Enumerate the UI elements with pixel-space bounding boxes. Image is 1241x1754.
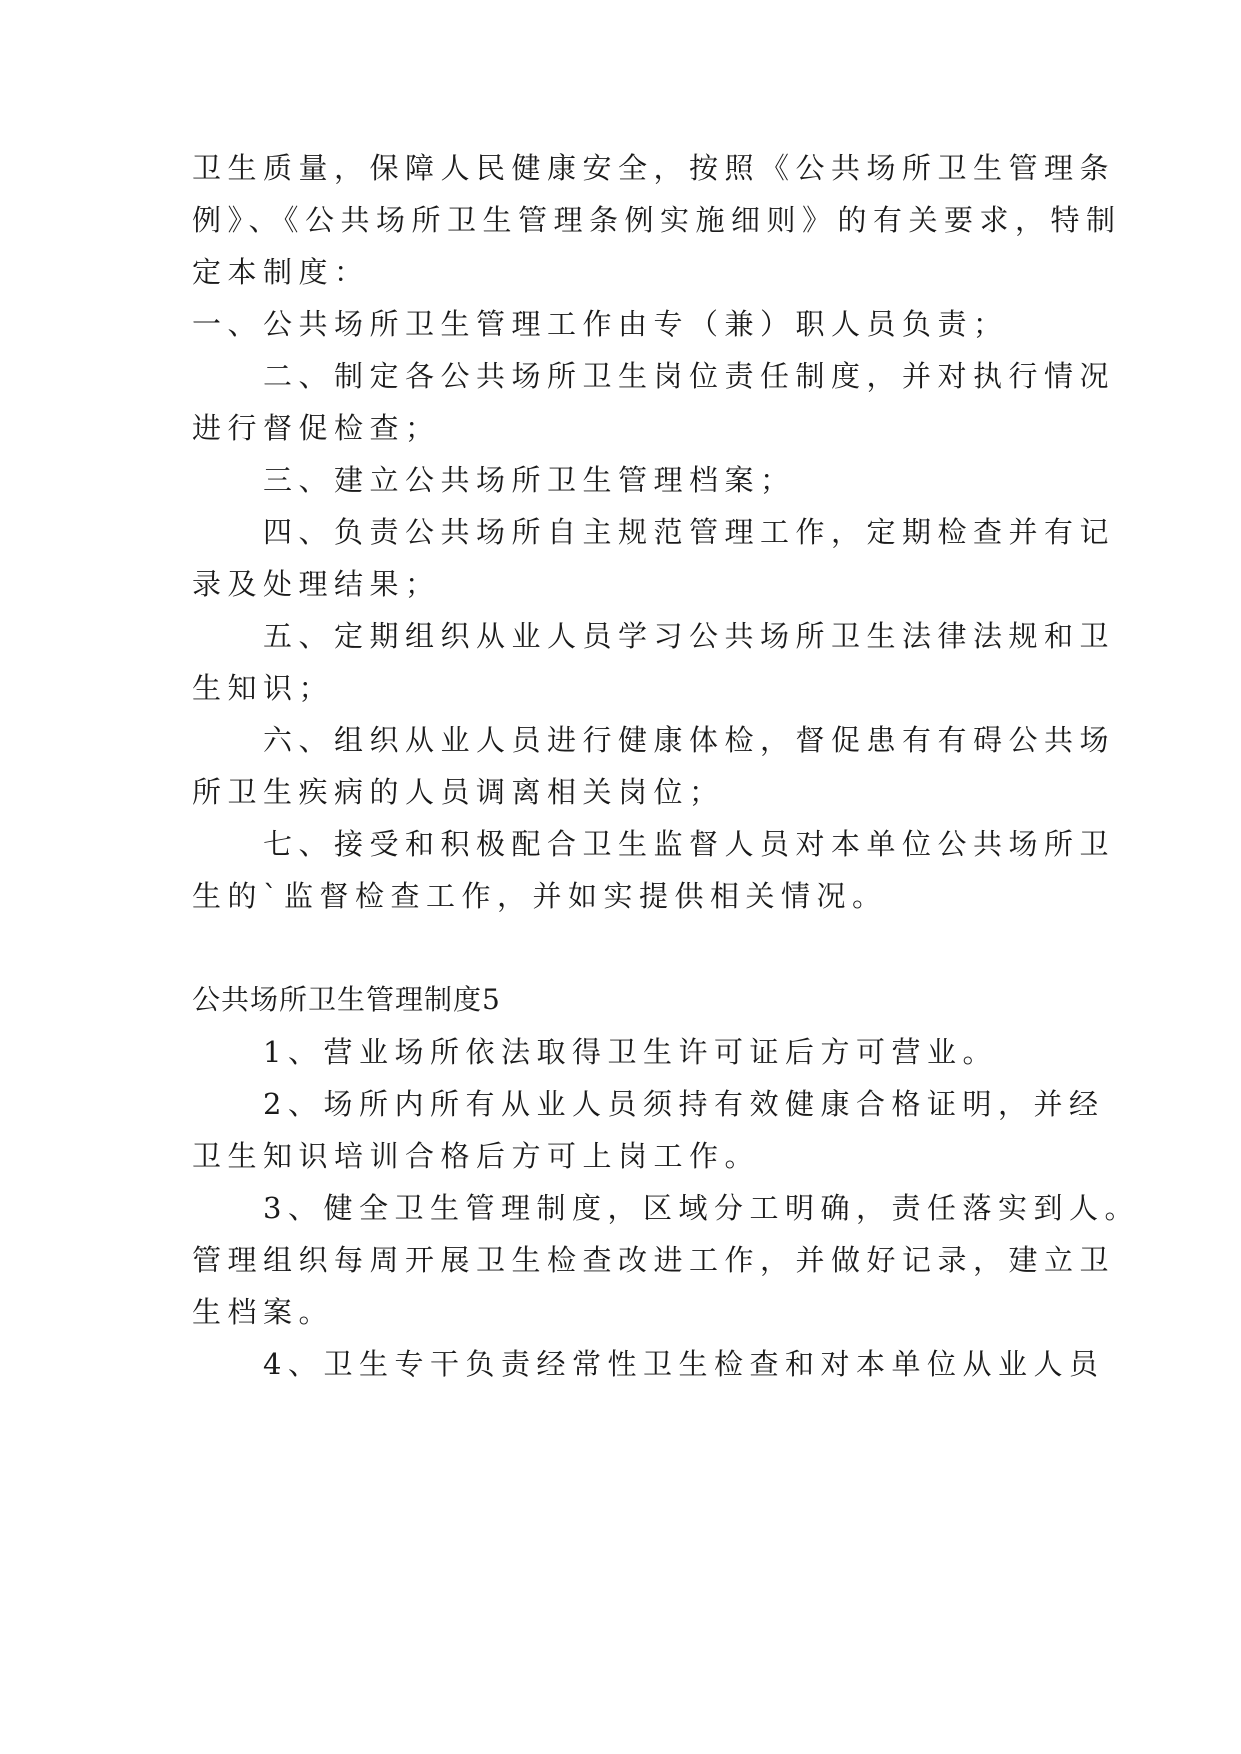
body-line: 卫生质量，保障人民健康安全，按照《公共场所卫生管理条 <box>192 151 1116 185</box>
section-line: 3、健全卫生管理制度，区域分工明确，责任落实到人。 <box>192 1191 1140 1225</box>
body-line: 定本制度： <box>192 255 370 289</box>
section-line: 生档案。 <box>192 1295 335 1329</box>
section-line: 管理组织每周开展卫生检查改进工作，并做好记录，建立卫 <box>192 1243 1116 1277</box>
section-line: 卫生知识培训合格后方可上岗工作。 <box>192 1139 761 1173</box>
body-line: 生的`监督检查工作，并如实提供相关情况。 <box>192 879 888 913</box>
body-line: 七、接受和积极配合卫生监督人员对本单位公共场所卫 <box>192 827 1116 861</box>
body-line: 所卫生疾病的人员调离相关岗位； <box>192 775 725 809</box>
section-line: 1、营业场所依法取得卫生许可证后方可营业。 <box>192 1035 998 1069</box>
body-line: 四、负责公共场所自主规范管理工作，定期检查并有记 <box>192 515 1116 549</box>
body-line: 录及处理结果； <box>192 567 441 601</box>
section-line: 4、卫生专干负责经常性卫生检查和对本单位从业人员 <box>192 1347 1105 1381</box>
body-line: 例》、《公共场所卫生管理条例实施细则》的有关要求，特制 <box>192 203 1122 237</box>
body-line: 五、定期组织从业人员学习公共场所卫生法律法规和卫 <box>192 619 1116 653</box>
section-line: 2、场所内所有从业人员须持有效健康合格证明，并经 <box>192 1087 1105 1121</box>
body-line: 进行督促检查； <box>192 411 441 445</box>
body-line: 生知识； <box>192 671 335 705</box>
body-line: 二、制定各公共场所卫生岗位责任制度，并对执行情况 <box>192 359 1116 393</box>
body-line: 三、建立公共场所卫生管理档案； <box>192 463 796 497</box>
body-line: 一、公共场所卫生管理工作由专（兼）职人员负责； <box>192 307 1009 341</box>
body-line: 六、组织从业人员进行健康体检，督促患有有碍公共场 <box>192 723 1116 757</box>
section-title: 公共场所卫生管理制度5 <box>192 983 501 1016</box>
